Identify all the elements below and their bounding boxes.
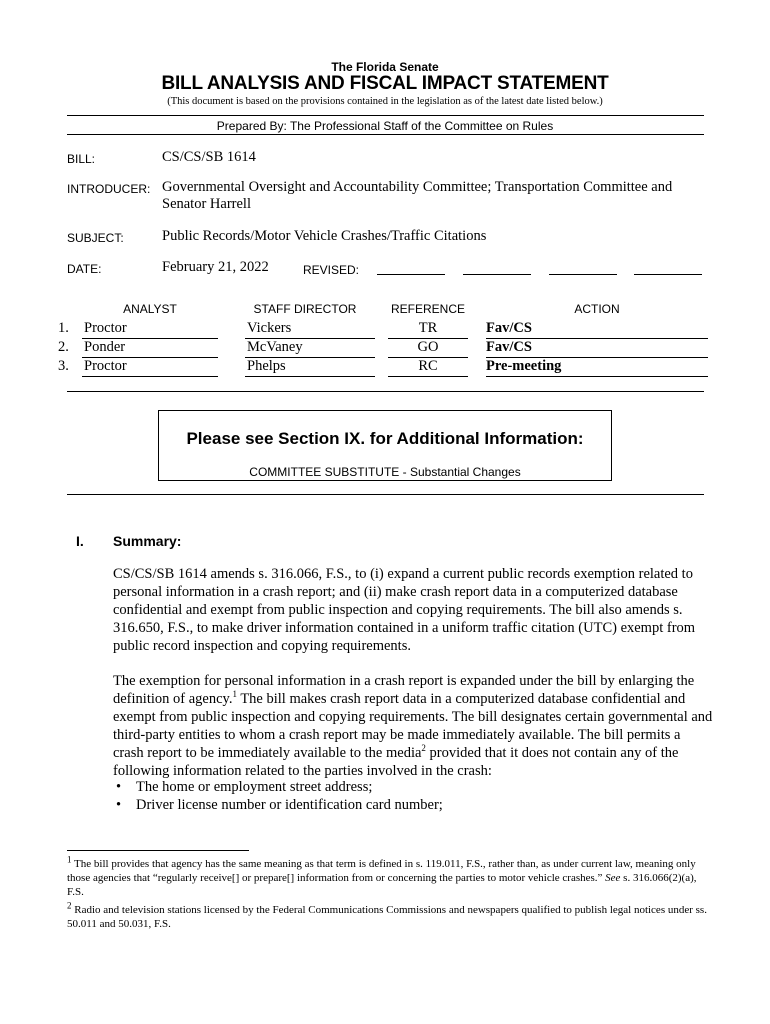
cell-action-text: Pre-meeting	[486, 358, 562, 374]
footnote-2-number: 2	[67, 900, 72, 911]
section-title: Summary:	[113, 533, 182, 549]
introducer-label: INTRODUCER:	[67, 182, 151, 196]
cell-action-text: Fav/CS	[486, 320, 532, 336]
footnote-separator	[67, 850, 249, 851]
prepared-by: Prepared By: The Professional Staff of the Committee on Rules	[216, 119, 554, 133]
revised-blank-4	[634, 274, 702, 275]
footnote-2	[67, 900, 707, 931]
introducer-line-1: Governmental Oversight and Accountability Committee; Transportation Committee and	[162, 179, 673, 195]
document-subtitle: (This document is based on the provisions contained in the legislation as of the latest date listed below.)	[167, 96, 603, 107]
excluded-info-list	[113, 778, 713, 814]
additional-info-title: Please see Section IX. for Additional Information:	[186, 429, 584, 448]
section-number: I.	[76, 533, 84, 549]
revised-blank-3	[549, 274, 617, 275]
revised-blank-2	[463, 274, 531, 275]
senate-name: The Florida Senate	[331, 60, 439, 74]
footnote-1-text-b: s. 316.066(2)(a), F.S.	[67, 872, 697, 898]
cell-analyst-text: Proctor	[84, 358, 127, 374]
document-title: BILL ANALYSIS AND FISCAL IMPACT STATEMENT	[161, 73, 609, 94]
subject-label: SUBJECT:	[67, 231, 124, 245]
cell-reference	[388, 338, 468, 358]
cell-reference-text: TR	[418, 320, 438, 336]
cell-action	[486, 319, 708, 339]
para2-part-a: The exemption for personal information in a crash report is expanded under the bill by enlarging the definition of agency.	[113, 673, 695, 707]
cell-action	[486, 357, 708, 377]
list-item: • Driver license number or identification card number;	[113, 796, 713, 814]
col-header-action: ACTION	[574, 302, 620, 316]
cell-staff-director-text: Phelps	[247, 358, 286, 374]
para2-part-b: The bill makes crash report data in a computerized database confidential and exempt from public inspection and copying requirements. The bill designates certain governmental and third-party entities to whom a crash report may be made immediately available. The bill permits a crash report to be immediately available to the media	[113, 691, 713, 761]
summary-paragraph-1	[113, 565, 713, 655]
col-header-staff-director: STAFF DIRECTOR	[253, 302, 357, 316]
row-number: 2.	[58, 339, 69, 355]
header-rule-bottom	[67, 134, 704, 135]
cell-staff-director-text: Vickers	[247, 320, 292, 336]
cell-reference	[388, 319, 468, 339]
cell-staff-director	[245, 357, 375, 377]
cell-analyst-text: Proctor	[84, 320, 127, 336]
cell-staff-director-text: McVaney	[247, 339, 303, 355]
bill-value: CS/CS/SB 1614	[162, 149, 256, 165]
introducer-line-2: Senator Harrell	[162, 196, 251, 212]
footnote-2-text: Radio and television stations licensed by the Federal Communications Commissions and newspapers qualified to publish legal notices under ss. 50.011 and 50.031, F.S.	[67, 904, 707, 930]
row-number: 3.	[58, 358, 69, 374]
date-label: DATE:	[67, 262, 102, 276]
cell-reference	[388, 357, 468, 377]
cell-analyst-text: Ponder	[84, 339, 126, 355]
cell-staff-director	[245, 319, 375, 339]
revised-label: REVISED:	[303, 263, 360, 277]
summary-paragraph-1-text: CS/CS/SB 1614 amends s. 316.066, F.S., to (i) expand a current public records exemption related to personal information in a crash report; and (ii) make crash report data in a computerized database confidential and exempt from public inspection and copying requirements. The bill also amends s. 316.650, F.S., to make driver information contained in a uniform traffic citation (UTC) exempt from public record inspection and copying requirements.	[113, 566, 696, 654]
header-rule-top	[67, 115, 704, 116]
subject-value: Public Records/Motor Vehicle Crashes/Traffic Citations	[162, 228, 487, 244]
row-number: 1.	[58, 320, 69, 336]
cell-action	[486, 338, 708, 358]
cell-analyst	[82, 319, 218, 339]
bill-label: BILL:	[67, 152, 96, 166]
additional-info-box	[158, 410, 612, 481]
notice-rule	[67, 494, 704, 495]
footnote-1-number: 1	[67, 854, 72, 865]
footnote-1-text-a: The bill provides that agency has the same meaning as that term is defined in s. 119.011, F.S., rather than, as under current law, meaning only those agencies that “regularly receive[] or prepare[] information from or concerning the parties to motor vehicle crashes.”	[67, 858, 696, 884]
cell-reference-text: GO	[417, 339, 439, 355]
cell-analyst	[82, 357, 218, 377]
footnote-ref-2[interactable]: 2	[421, 743, 426, 754]
footnote-1-see: See	[605, 872, 621, 884]
summary-paragraph-2	[113, 672, 713, 780]
col-header-reference: REFERENCE	[390, 302, 465, 316]
cell-action-text: Fav/CS	[486, 339, 532, 355]
col-header-analyst: ANALYST	[123, 302, 177, 316]
cell-analyst	[82, 338, 218, 358]
para2-part-c: provided that it does not contain any of the following information related to the parties involved in the crash:	[113, 745, 679, 779]
revised-blank-1	[377, 274, 445, 275]
cell-reference-text: RC	[418, 358, 438, 374]
table-rule	[67, 391, 704, 392]
list-item: • The home or employment street address;	[113, 778, 713, 796]
cell-staff-director	[245, 338, 375, 358]
footnote-ref-1[interactable]: 1	[232, 689, 237, 700]
footnote-1	[67, 854, 707, 899]
summary-paragraph-2-text	[113, 672, 713, 780]
date-value: February 21, 2022	[162, 259, 269, 275]
committee-substitute-note: COMMITTEE SUBSTITUTE - Substantial Changes	[249, 465, 521, 479]
